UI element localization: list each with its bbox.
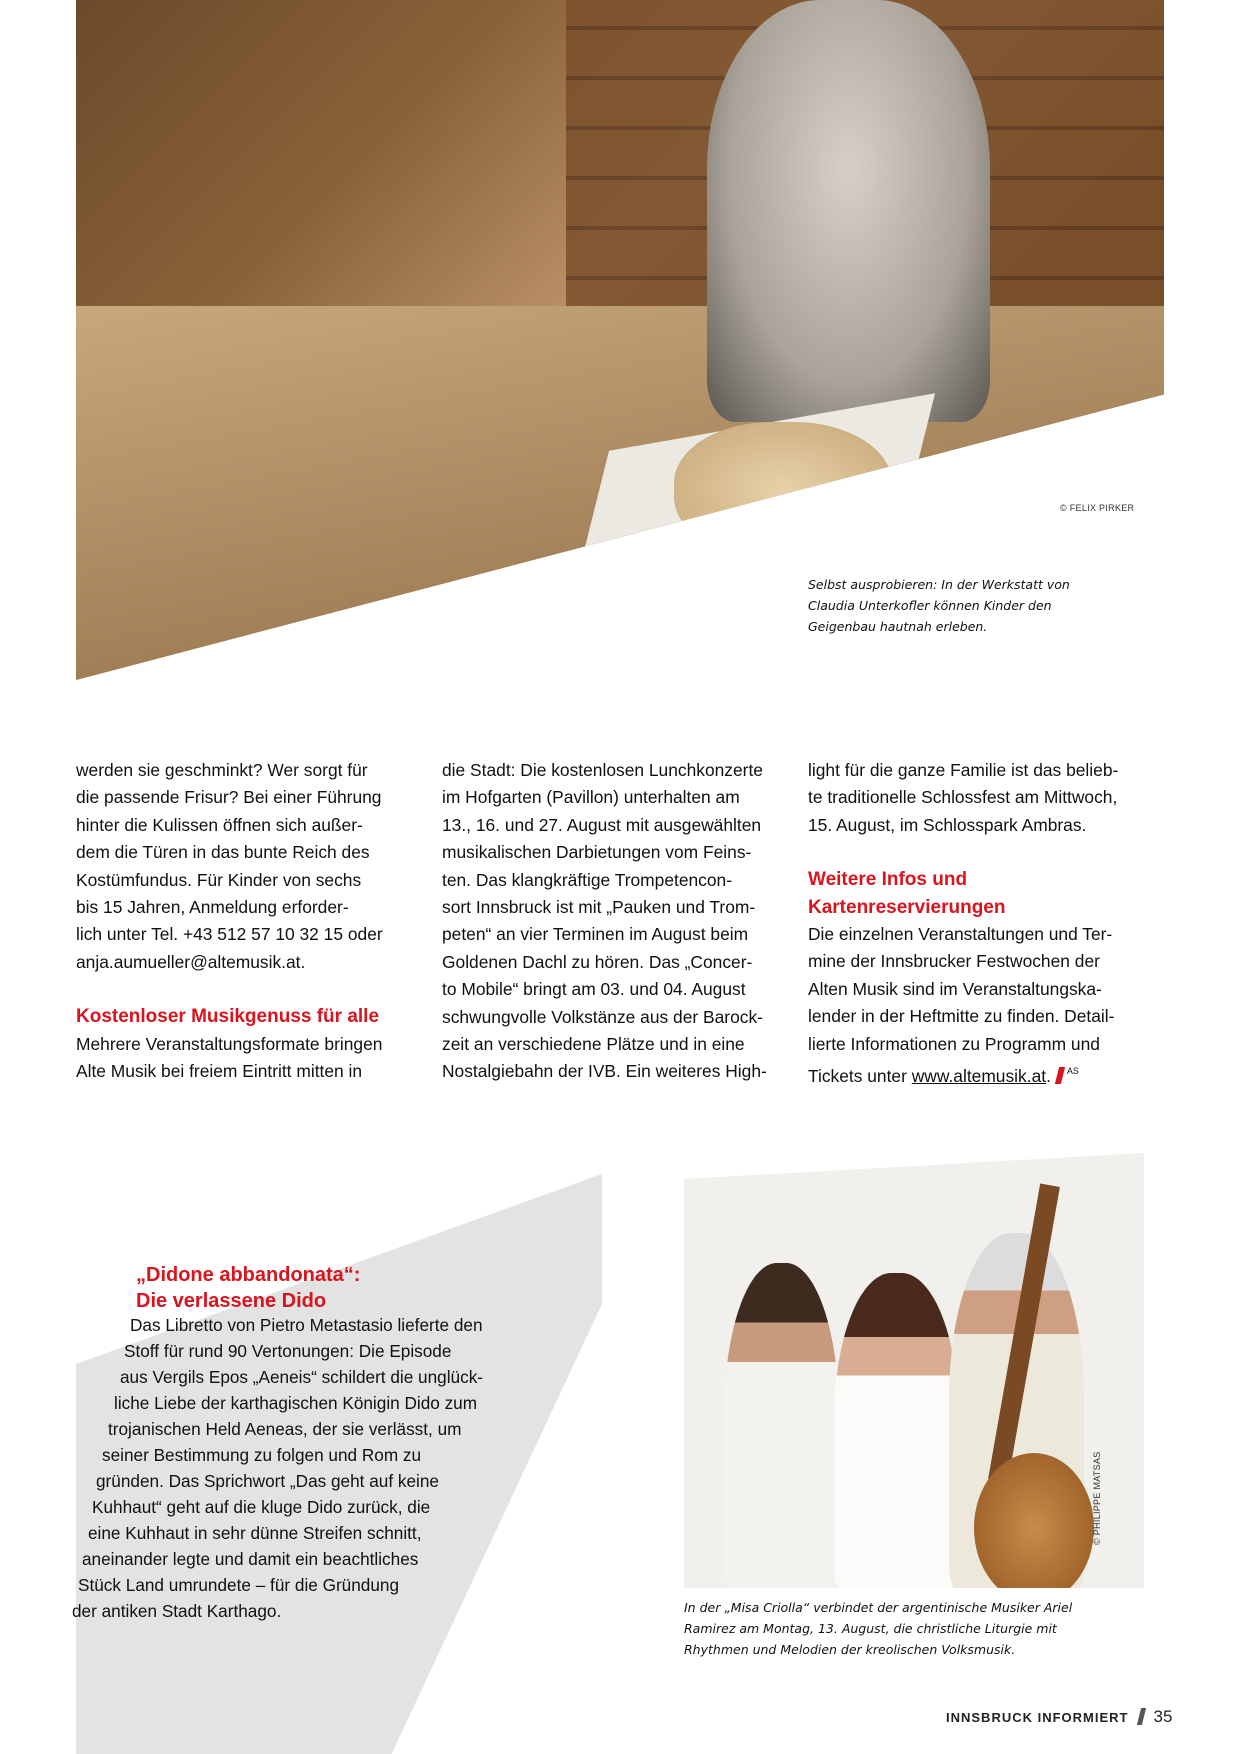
section-heading-info: Weitere Infos und [808,869,968,891]
text-line: mine der Innsbrucker Festwochen der [808,951,1100,972]
dido-text-line: aneinander legte und damit ein beachtliches [82,1549,419,1569]
text-line: hinter die Kulissen öffnen sich außer- [76,814,363,835]
caption-line: Selbst ausprobieren: In der Werkstatt von [808,577,1070,592]
dido-text-line: Stück Land umrundete – für die Gründung [78,1575,400,1595]
caption-line: Rhythmen und Melodien der kreolischen Volksmusik. [684,1642,1016,1657]
text-line: peten“ an vier Terminen im August beim [442,924,749,945]
dido-title-line: Die verlassene Dido [136,1290,327,1312]
footer-divider [1136,1708,1145,1725]
group-photo-caption [684,1597,1154,1660]
text-line: die Stadt: Die kostenlosen Lunchkonzerte [442,760,763,780]
text-suffix: . [1046,1066,1051,1087]
text-line: Kostümfundus. Für Kinder von sechs [76,869,362,890]
text-line: musikalischen Darbietungen vom Feins- [442,842,752,863]
article-column-1 [76,757,413,1085]
text-line: lender in der Heftmitte zu finden. Detail- [808,1006,1115,1027]
page-number: 35 [1153,1707,1173,1726]
text-line: bis 15 Jahren, Anmeldung erforder- [76,897,349,918]
text-line: light für die ganze Familie ist das belieb- [808,760,1119,780]
publication-name: INNSBRUCK INFORMIERT [946,1710,1129,1725]
dido-text-line: liche Liebe der karthagischen Königin Dido zum [114,1393,478,1413]
caption-line: Claudia Unterkofler können Kinder den [808,598,1052,613]
text-line: sort Innsbruck ist mit „Pauken und Trom- [442,897,756,918]
text-line: Nostalgiebahn der IVB. Ein weiteres High- [442,1061,767,1082]
dido-text-line: gründen. Das Sprichwort „Das geht auf keine [96,1471,439,1491]
text-line: dem die Türen in das bunte Reich des [76,842,370,863]
dido-title [136,1262,360,1314]
text-line: te traditionelle Schlossfest am Mittwoch, [808,787,1118,808]
caption-line: Ramirez am Montag, 13. August, die christliche Liturgie mit [684,1621,1057,1636]
text-line: die passende Frisur? Bei einer Führung [76,787,382,808]
photo-luthier [707,0,990,422]
dido-text-line: aus Vergils Epos „Aeneis“ schildert die unglück- [120,1367,484,1387]
author-initials: AS [1066,1066,1079,1077]
email-text: anja.aumueller@altemusik.at. [76,951,306,972]
dido-text-line: trojanischen Held Aeneas, der sie verlässt, um [108,1419,462,1439]
top-photo-caption [808,574,1128,637]
text-line: Alten Musik sind im Veranstaltungska- [808,978,1102,999]
text-line: to Mobile“ bringt am 03. und 04. August [442,979,746,1000]
text-line: Alte Musik bei freiem Eintritt mitten in [76,1061,363,1082]
photo-violin [674,422,892,558]
text-line: ten. Das klangkräftige Trompetencon- [442,869,732,890]
photo-credit-top: © FELIX PIRKER [1060,503,1135,513]
dido-title-line: „Didone abbandonata“: [136,1264,361,1286]
photo-credit-group: © PHILIPPE MATSAS [1092,1451,1102,1545]
text-line: lich unter Tel. +43 512 57 10 32 15 oder [76,924,383,945]
section-heading-info-2: Kartenreservierungen [808,896,1006,918]
dido-text-line: Das Libretto von Pietro Metastasio lieferte den [130,1315,483,1335]
dido-text-line: seiner Bestimmung zu folgen und Rom zu [102,1445,422,1465]
text-line: Mehrere Veranstaltungsformate bringen [76,1033,383,1054]
article-column-2 [442,757,779,1086]
photo-musician-left [724,1263,839,1588]
photo-singer [834,1273,959,1588]
text-line: 13., 16. und 27. August mit ausgewählten [442,814,762,835]
end-mark-icon [1055,1067,1065,1084]
text-line: 15. August, im Schlosspark Ambras. [808,814,1087,835]
text-line: schwungvolle Volkstänze aus der Barock- [442,1006,763,1027]
section-heading-free-music: Kostenloser Musikgenuss für alle [76,1006,380,1028]
text-line: lierte Informationen zu Programm und [808,1033,1100,1054]
text-line: im Hofgarten (Pavillon) unterhalten am [442,787,740,808]
ensemble-photo [684,1153,1144,1588]
text-line: Goldenen Dachl zu hören. Das „Concer- [442,951,753,972]
text-line-last [808,1058,1145,1090]
dido-text-line: Kuhhaut“ geht auf die kluge Dido zurück, die [92,1497,431,1517]
dido-text-line: eine Kuhhaut in sehr dünne Streifen schnitt, [88,1523,422,1543]
dido-text-line: Stoff für rund 90 Vertonungen: Die Episode [124,1341,452,1361]
caption-line: Geigenbau hautnah erleben. [808,619,988,634]
text-line: Die einzelnen Veranstaltungen und Ter- [808,924,1113,945]
page-footer [946,1707,1172,1727]
text-line: zeit an verschiedene Plätze und in eine [442,1034,745,1055]
text-line: werden sie geschminkt? Wer sorgt für [76,760,368,780]
website-link[interactable]: www.altemusik.at [911,1066,1047,1087]
dido-text-line: der antiken Stadt Karthago. [72,1601,282,1621]
text-prefix: Tickets unter [808,1066,912,1087]
article-column-3 [808,757,1145,1090]
caption-line: In der „Misa Criolla“ verbindet der argentinische Musiker Ariel [684,1600,1073,1615]
